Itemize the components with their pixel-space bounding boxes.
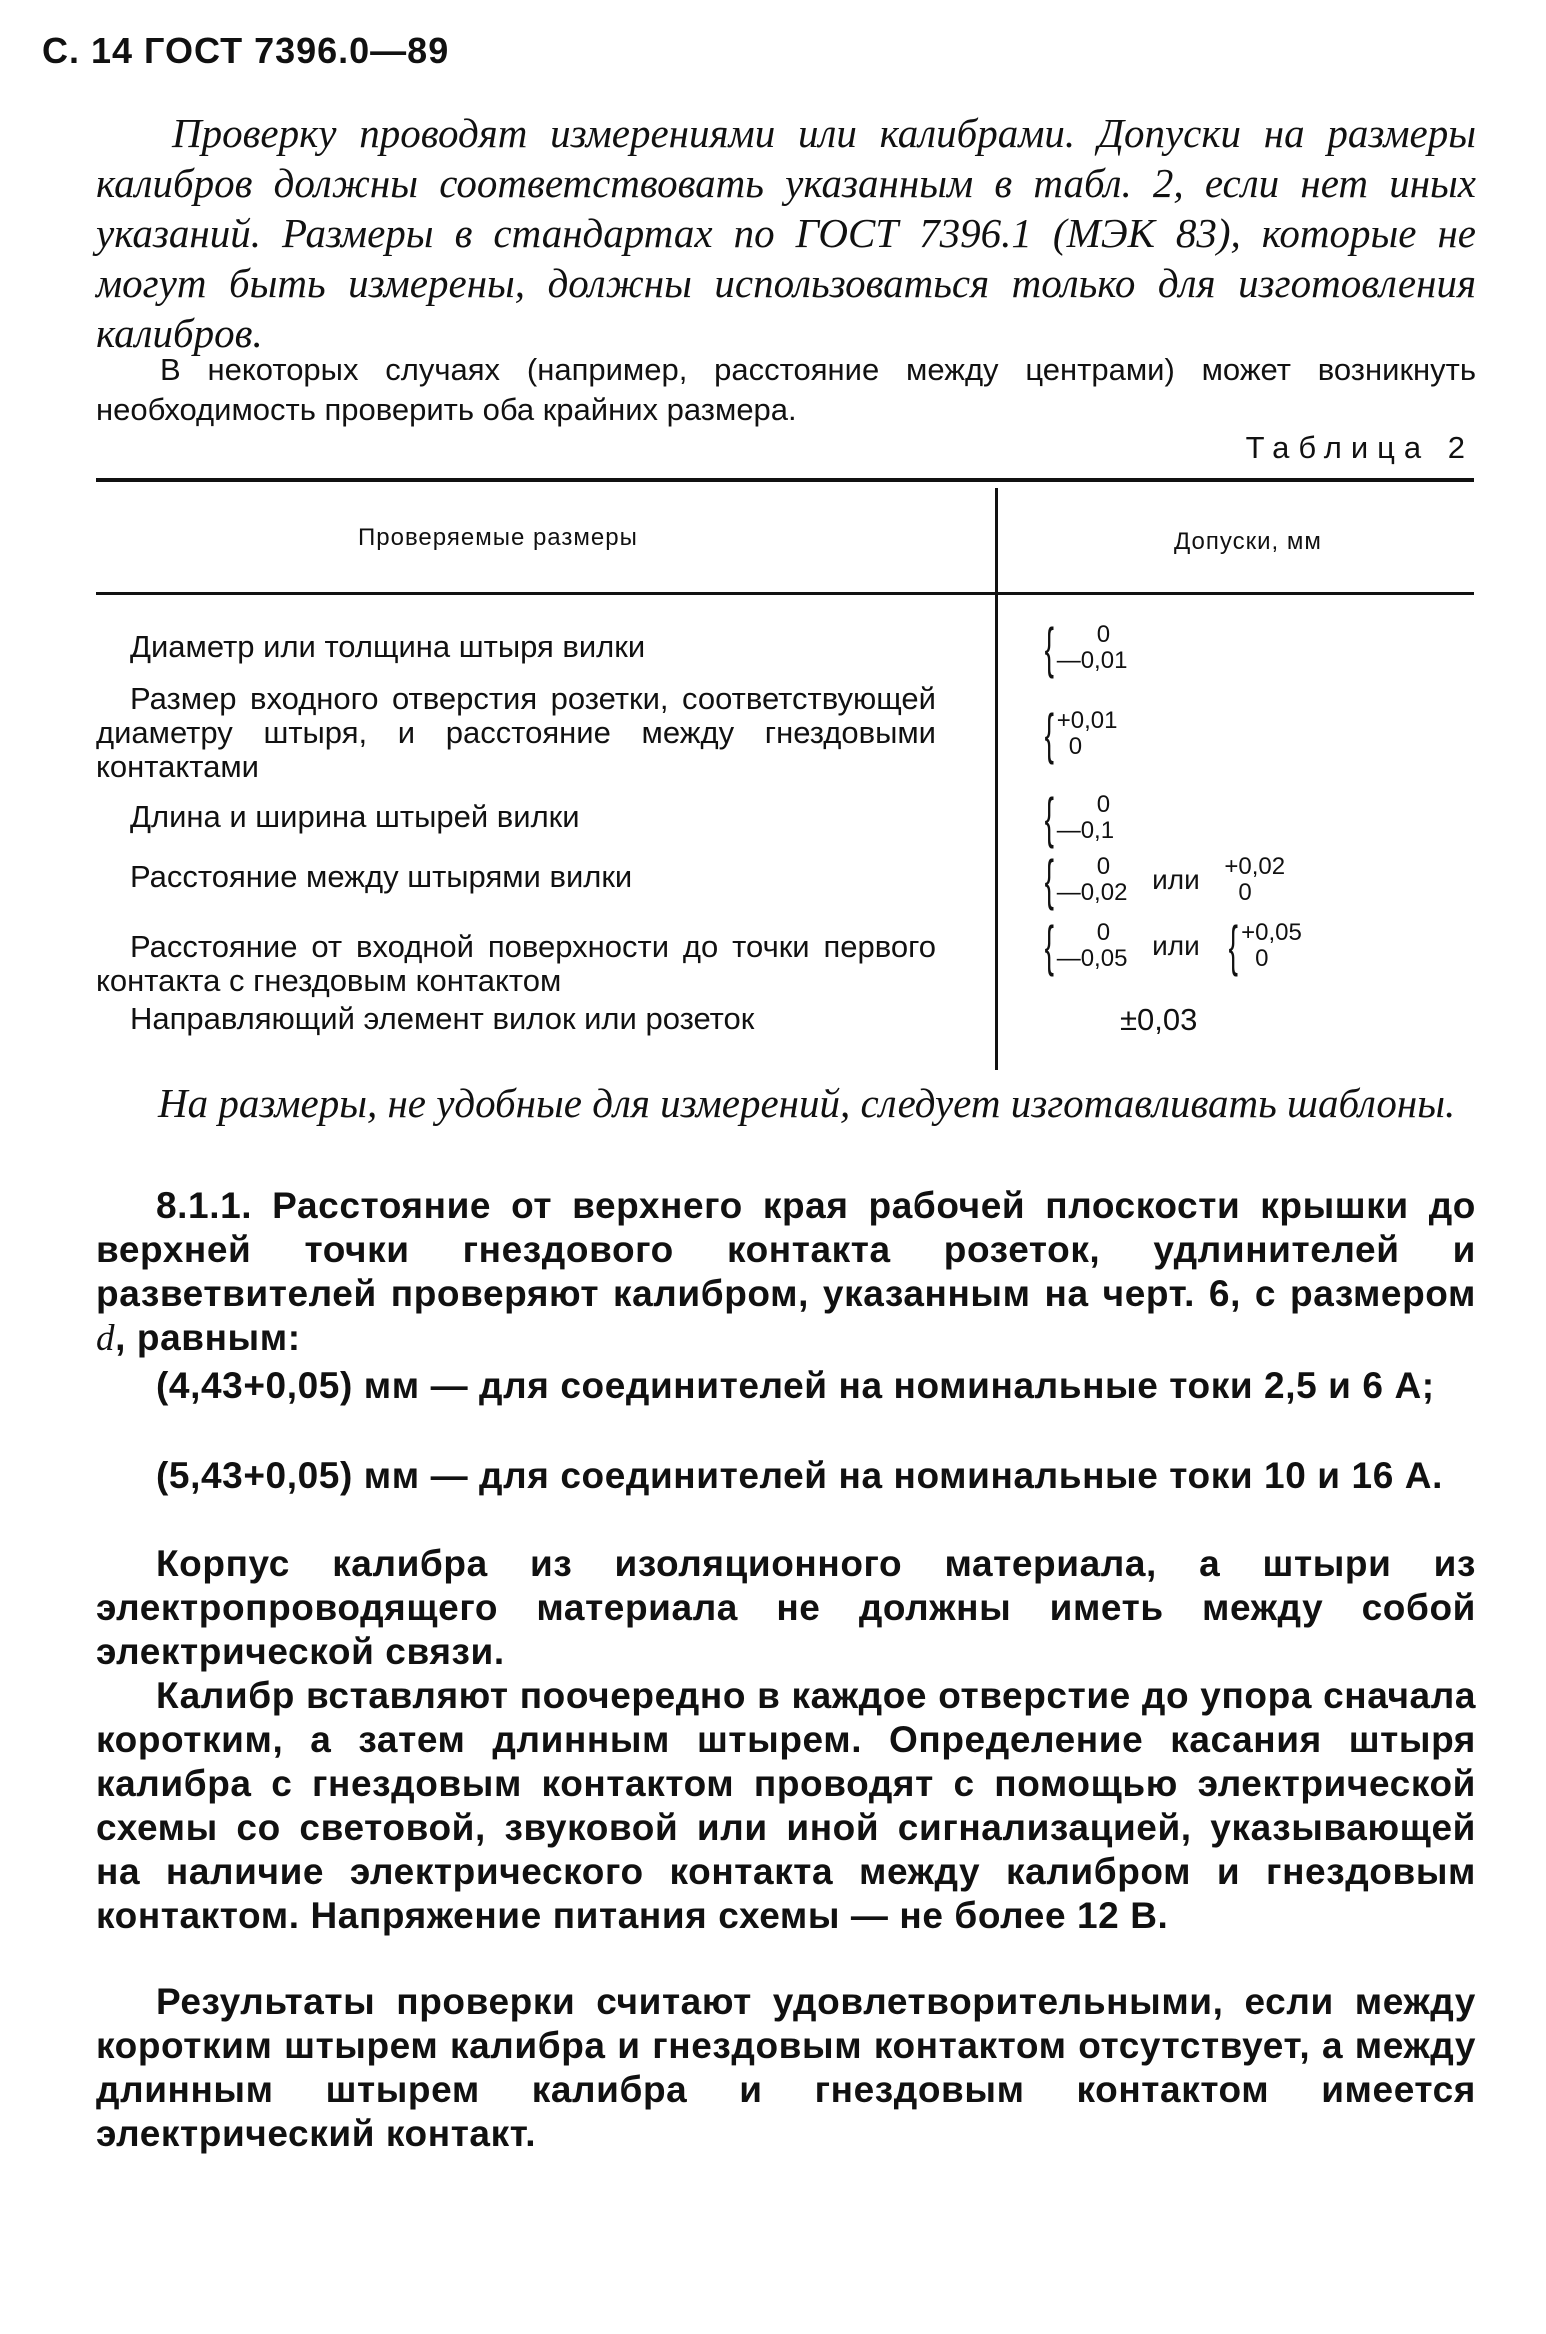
table-row-tolerance: { 0 —0,02 или +0,02 0 [1040,852,1285,908]
tolerance-alt: +0,02 0 [1224,853,1286,906]
tolerance-brace: { 0 —0,05 [1044,914,1128,977]
formula-line-1: (4,43+0,05) мм — для соединителей на номинальные токи 2,5 и 6 А; [156,1365,1435,1406]
formula-line-2: (5,43+0,05) мм — для соединителей на номинальные токи 10 и 16 А. [156,1455,1443,1496]
table-column-divider [995,488,998,1070]
section-paragraph-4: Результаты проверки считают удовлетворительными, если между коротким штырем калибра и гнездовым контактом отсутствует, а между длинным штырем калибра и гнездовым контактом имеется электрический контакт. [96,1981,1476,2154]
table-row-label: Размер входного отверстия розетки, соответствующей диаметру штыря, и расстояние между гнездовыми контактами [96,681,936,784]
table-row-label: Расстояние между штырями вилки [130,859,633,894]
table-row-label: Направляющий элемент вилок или розеток [130,1001,755,1036]
tolerance-brace: { 0 —0,1 [1044,786,1115,849]
page-header: С. 14 ГОСТ 7396.0—89 [42,30,450,71]
section-paragraph-1: 8.1.1. Расстояние от верхнего края рабочей плоскости крышки до верхней точки гнездового контакта розеток, удлинителей и разветвителей проверяют калибром, указанным на черт. 6, с размером d, равным: [96,1185,1476,1359]
table-row-tolerance: ±0,03 [1120,1002,1198,1037]
table-row-tolerance [1040,616,1128,679]
intro-plain-paragraph: В некоторых случаях (например, расстояние между центрами) может возникнуть необходимость проверить оба крайних размера. [96,352,1476,427]
table-header-rule [96,592,1474,595]
note-italic-paragraph: На размеры, не удобные для измерений, следует изготавливать шаблоны. [158,1080,1456,1126]
tolerance-brace: { 0 —0,01 [1044,616,1128,679]
table-row-tolerance [1040,702,1118,765]
table-row-label: Длина и ширина штырей вилки [130,799,580,834]
tolerance-brace-alt: { +0,05 0 [1229,914,1302,977]
table-top-rule [96,478,1474,482]
section-paragraph-2: Корпус калибра из изоляционного материала, а штыри из электропроводящего материала не должны иметь между собой электрической связи. [96,1543,1476,1672]
table-row-label: Диаметр или толщина штыря вилки [130,629,646,664]
table-row-tolerance: { 0 —0,05 или { +0,05 0 [1040,918,1302,974]
intro-italic-paragraph: Проверку проводят измерениями или калибрами. Допуски на размеры калибров должны соответствовать указанным в табл. 2, если нет иных указаний. Размеры в стандартах по ГОСТ 7396.1 (МЭК 83), которые не могут быть измерены, должны использоваться только для изготовления калибров. [96,110,1476,356]
tolerance-brace: { 0 —0,02 [1044,848,1128,911]
table-row-tolerance [1040,786,1115,849]
table-header-tolerances: Допуски, мм [1174,528,1322,555]
section-paragraph-3: Калибр вставляют поочередно в каждое отверстие до упора сначала коротким, а затем длинным штырем. Определение касания штыря калибра с гнездовым контактом проводят с помощью электрической схемы со световой, звуковой или иной сигнализацией, указывающей на наличие электрического контакта между калибром и гнездовым контактом. Напряжение питания схемы — не более 12 В. [96,1675,1476,1936]
table-caption: Таблица 2 [1245,430,1474,465]
table-header-dimensions: Проверяемые размеры [358,524,638,551]
table-row-label: Расстояние от входной поверхности до точки первого контакта с гнездовым контактом [96,929,936,998]
tolerance-brace: { +0,01 0 [1044,702,1118,765]
